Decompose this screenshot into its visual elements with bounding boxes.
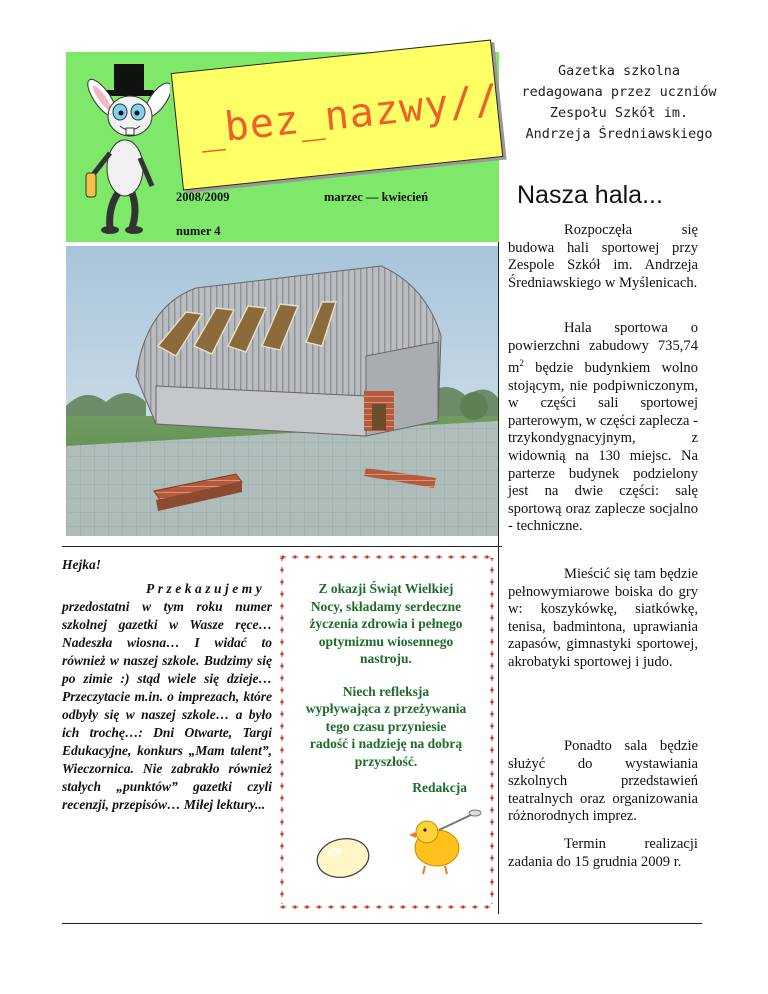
article-paragraph-3 <box>508 566 698 672</box>
school-description: Gazetka szkolna redagowana przez uczniów Zespołu Szkół im. Andrzeja Średniawskiego <box>521 63 717 142</box>
wishes-paragraph-1: Z okazji Świąt Wielkiej Nocy, składamy serdeczne życzenia zdrowia i pełnego optymizmu wiosennego nastroju. <box>309 581 463 666</box>
wishes-text <box>305 580 467 812</box>
newspaper-title: _bez_nazwy// <box>197 76 502 154</box>
school-year: 2008/2009 <box>176 190 230 204</box>
intro-body: przedostatni w tym roku numer szkolnej gazetki w Wasze ręce… Nadeszła wiosna… I widać to również w naszej szkole. Budzimy się po zimie :) stąd wiele się dzieje… Przeczytacie m.in. o imprezach, które odbyły się w naszej szkole… a było ich trochę…: Dni Otwarte, Targi Edukacyjne, konkurs „Mam talent”, Wieczornica. Nie zabrakło również stałych „punktów” gazetki czyli recenzji, przepisów… Miłej lektury... <box>62 599 272 812</box>
wishes-signature: Redakcja <box>412 780 467 795</box>
article-p2-text-a: Hala sportowa o powierzchni zabudowy 735,74 m <box>508 320 698 377</box>
top-left-separator <box>62 546 502 547</box>
article-p3-text: Mieścić się tam będzie pełnowymiarowe boiska do gry w: koszykówkę, siatkówkę, tenisa, badmintona, uprawiania zapasów, gimnastyki sportowej, akrobatyki sportowej i judo. <box>508 566 698 670</box>
article-paragraph-4 <box>508 738 698 826</box>
intro-text <box>62 556 272 814</box>
column-divider <box>498 242 499 914</box>
area-unit-exponent: 2 <box>519 358 524 369</box>
wishes-paragraph-2: Niech refleksja wypływająca z przeżywania tego czasu przyniesie radość i nadzieję na dobrą przyszłość. <box>305 683 467 769</box>
intro-greeting: Hejka! <box>62 557 101 572</box>
article-paragraph-1 <box>508 222 698 292</box>
easter-wishes-box <box>277 552 495 910</box>
issue-months: marzec — kwiecień <box>324 190 429 204</box>
bunny-mascot-icon <box>80 58 170 238</box>
article-paragraph-5 <box>508 836 698 871</box>
article-paragraph-2 <box>508 320 698 536</box>
bottom-separator <box>62 923 702 924</box>
sports-hall-rendering <box>66 246 498 536</box>
intro-spaced-word: Przekazujemy <box>146 581 266 596</box>
article-p2-text-b: będzie budynkiem wolno stojącym, nie podpiwniczonym, w części sali sportowej parterowym, w części zaplecza - trzykondygnacyjnym, z widownią na 130 miejsc. Na parterze budynek podzielony jest na dwie części: salę sportową oraz zaplecze socjalno - techniczne. <box>508 360 699 535</box>
article-p4-text: Ponadto sala będzie służyć do wystawiania szkolnych przedstawień teatralnych oraz organizowania różnorodnych imprez. <box>508 738 698 825</box>
chick-icon <box>409 810 481 874</box>
article-p5-text: Termin realizacji zadania do 15 grudnia 2009 r. <box>508 836 698 870</box>
egg-icon <box>314 834 373 882</box>
issue-number: numer 4 <box>176 224 221 238</box>
article-title: Nasza hala... <box>517 181 663 209</box>
article-p1-text: Rozpoczęła się budowa hali sportowej przy Zespole Szkół im. Andrzeja Średniawskiego w Myślenicach. <box>508 222 698 291</box>
